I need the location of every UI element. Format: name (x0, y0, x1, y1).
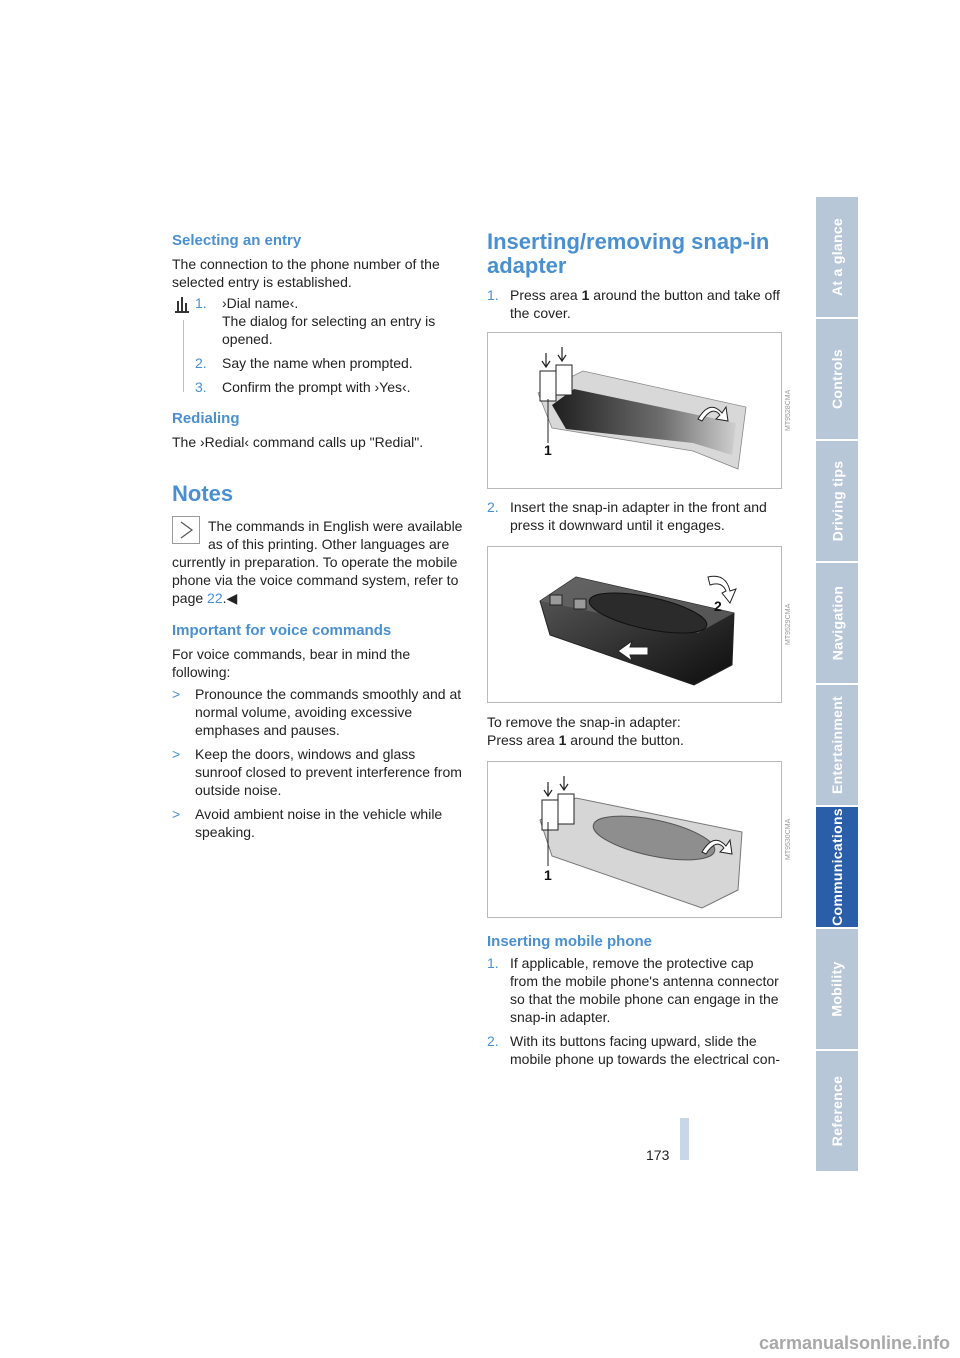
list-item: 2. With its buttons facing upward, slide the mobile phone up towards the electrical con- (487, 1033, 781, 1067)
redial-text: The ›Redial‹ command calls up "Redial". (172, 434, 424, 450)
notes-text-rest: currently in preparation. To operate the mobile phone via the voice command system, refer to (172, 554, 459, 588)
microphone-icon (172, 292, 194, 396)
figure-code: MT9530CMA (785, 818, 792, 861)
notes-text-first: The commands in English were available as of this printing. Other languages are (208, 518, 463, 552)
figure-callout: 2 (714, 598, 722, 614)
list-item: 1. Press area 1 around the button and take off the cover. (487, 287, 780, 321)
figure-adapter-insert (487, 546, 792, 703)
section-title-mobile: Inserting mobile phone (487, 933, 653, 950)
list-item: 2. Say the name when prompted. (195, 355, 413, 371)
page-link[interactable]: 22 (207, 590, 223, 606)
watermark: carmanualsonline.info (758, 1333, 950, 1353)
chapter-tabs (816, 197, 858, 1173)
section-title-important: Important for voice commands (172, 622, 392, 639)
voice-command-marker (172, 292, 194, 396)
tab-reference[interactable]: Reference (816, 1051, 858, 1171)
list-item: 3. Confirm the prompt with ›Yes‹. (195, 379, 411, 395)
page-marker (680, 1118, 689, 1160)
tab-navigation[interactable]: Navigation (816, 563, 858, 683)
note-icon (172, 516, 200, 544)
figure-adapter-remove (487, 761, 792, 918)
section-title-notes: Notes (172, 481, 234, 506)
important-intro: For voice commands, bear in mind the following: (172, 646, 411, 680)
section-title-redialing: Redialing (172, 410, 240, 427)
list-item: 2. Insert the snap-in adapter in the front and press it downward until it engages. (487, 499, 767, 533)
tab-mobility[interactable]: Mobility (816, 929, 858, 1049)
tab-entertainment[interactable]: Entertainment (816, 685, 858, 805)
figure-adapter-cover (487, 332, 792, 489)
selecting-text: The connection to the phone number of the selected entry is established. (172, 256, 440, 290)
page-number: 173 (646, 1147, 670, 1163)
list-item: > Pronounce the commands smoothly and at normal volume, avoiding excessive emphases and pauses. (172, 686, 462, 738)
list-item: > Avoid ambient noise in the vehicle while speaking. (172, 806, 443, 840)
figure-code: MT9528CMA (785, 389, 792, 432)
figure-callout: 1 (544, 867, 552, 883)
list-item: > Keep the doors, windows and glass sunroof closed to prevent interference from outside noise. (172, 746, 462, 798)
tab-driving-tips[interactable]: Driving tips (816, 441, 858, 561)
list-item: 1. If applicable, remove the protective cap from the mobile phone's antenna connector so that the mobile phone can engage in the snap-in adapter. (487, 955, 779, 1025)
section-title-snap-in: Inserting/removing snap-in adapter (487, 229, 770, 278)
section-title-selecting: Selecting an entry (172, 232, 302, 249)
remove-line: To remove the snap-in adapter: (487, 714, 681, 730)
tab-communications[interactable]: Communications (816, 807, 858, 927)
figure-callout: 1 (544, 442, 552, 458)
list-item: 1. ›Dial name‹. The dialog for selecting an entry is opened. (195, 295, 436, 347)
figure-code: MT9529CMA (785, 603, 792, 646)
tab-controls[interactable]: Controls (816, 319, 858, 439)
tab-at-a-glance[interactable]: At a glance (816, 197, 858, 317)
